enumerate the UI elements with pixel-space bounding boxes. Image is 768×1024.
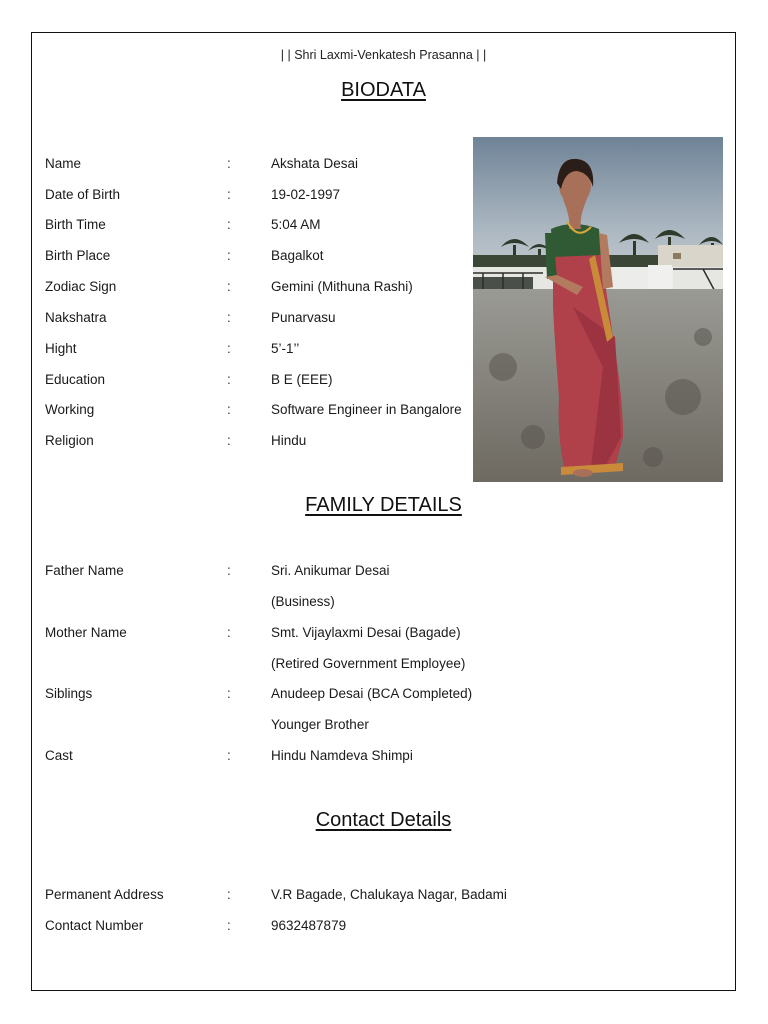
detail-separator: : xyxy=(227,372,231,387)
detail-value: Akshata Desai xyxy=(271,156,359,171)
detail-label: Education xyxy=(45,372,106,387)
detail-label: Contact Number xyxy=(45,918,144,933)
detail-separator: : xyxy=(227,918,231,933)
detail-value: Anudeep Desai (BCA Completed) xyxy=(271,686,473,701)
detail-value: Bagalkot xyxy=(271,248,324,263)
biodata-title: BIODATA xyxy=(341,79,426,101)
detail-separator: : xyxy=(227,625,231,640)
family-details-heading: FAMILY DETAILS xyxy=(305,494,462,516)
detail-value: Gemini (Mithuna Rashi) xyxy=(271,279,413,294)
detail-value: Hindu Namdeva Shimpi xyxy=(271,748,413,763)
detail-separator: : xyxy=(227,686,231,701)
detail-separator: : xyxy=(227,433,231,448)
detail-value: 5’-1’’ xyxy=(271,341,300,356)
detail-value: Younger Brother xyxy=(271,717,369,732)
detail-separator: : xyxy=(227,341,231,356)
detail-separator: : xyxy=(227,402,231,417)
invocation-line: | | Shri Laxmi-Venkatesh Prasanna | | xyxy=(280,48,487,62)
detail-value: Software Engineer in Bangalore xyxy=(271,402,462,417)
detail-value: 9632487879 xyxy=(271,918,347,933)
detail-value: 19-02-1997 xyxy=(271,187,341,202)
detail-label: Working xyxy=(45,402,95,417)
detail-label: Permanent Address xyxy=(45,887,164,902)
detail-label: Nakshatra xyxy=(45,310,107,325)
detail-label: Birth Place xyxy=(45,248,111,263)
detail-value: (Business) xyxy=(271,594,335,609)
detail-label: Cast xyxy=(45,748,73,763)
detail-separator: : xyxy=(227,887,231,902)
detail-label: Hight xyxy=(45,341,77,356)
detail-separator: : xyxy=(227,748,231,763)
detail-value: Sri. Anikumar Desai xyxy=(271,563,390,578)
detail-label: Siblings xyxy=(45,686,93,701)
detail-value: Hindu xyxy=(271,433,307,448)
detail-label: Mother Name xyxy=(45,625,127,640)
detail-label: Father Name xyxy=(45,563,124,578)
portrait-photo-icon xyxy=(473,137,723,482)
detail-label: Date of Birth xyxy=(45,187,121,202)
detail-value: Punarvasu xyxy=(271,310,336,325)
detail-value: (Retired Government Employee) xyxy=(271,656,466,671)
detail-separator: : xyxy=(227,217,231,232)
detail-label: Zodiac Sign xyxy=(45,279,117,294)
detail-label: Birth Time xyxy=(45,217,106,232)
detail-value: V.R Bagade, Chalukaya Nagar, Badami xyxy=(271,887,507,902)
detail-value: 5:04 AM xyxy=(271,217,321,232)
detail-separator: : xyxy=(227,187,231,202)
detail-separator: : xyxy=(227,248,231,263)
detail-separator: : xyxy=(227,156,231,171)
detail-value: Smt. Vijaylaxmi Desai (Bagade) xyxy=(271,625,461,640)
detail-label: Religion xyxy=(45,433,94,448)
detail-value: B E (EEE) xyxy=(271,372,333,387)
portrait-photo xyxy=(473,137,723,482)
contact-details-heading: Contact Details xyxy=(315,809,452,831)
detail-separator: : xyxy=(227,563,231,578)
detail-separator: : xyxy=(227,279,231,294)
biodata-page xyxy=(31,32,736,991)
detail-label: Name xyxy=(45,156,82,171)
detail-separator: : xyxy=(227,310,231,325)
